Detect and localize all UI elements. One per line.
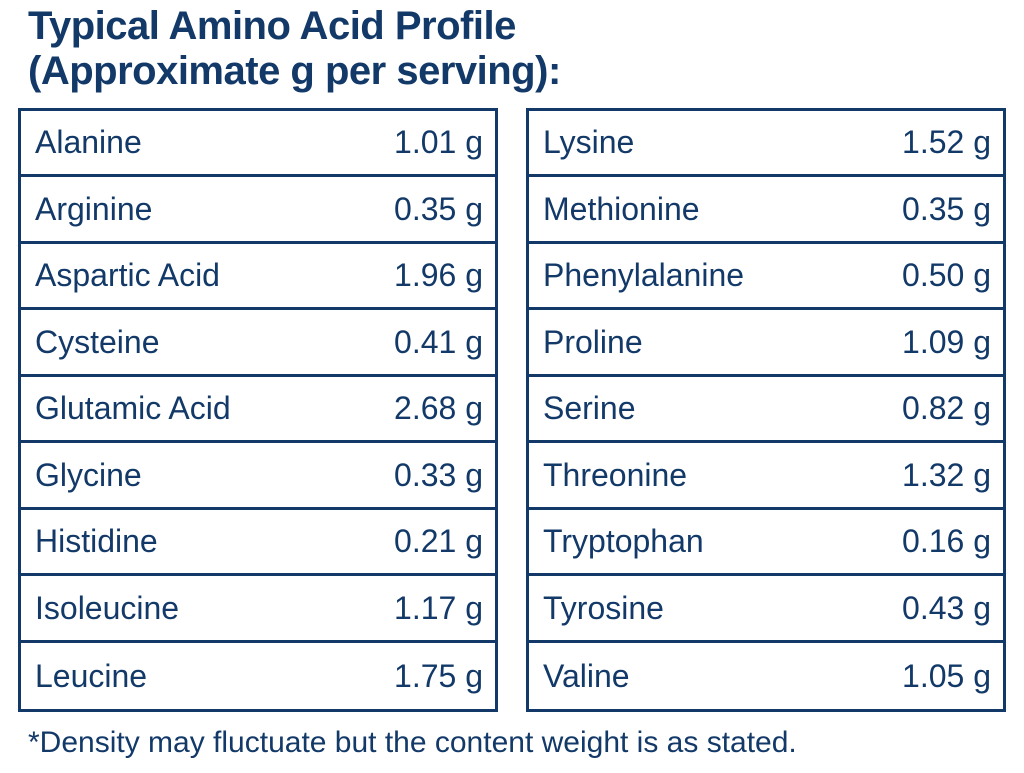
amino-acid-name: Tryptophan [543, 523, 704, 560]
amino-acid-name: Alanine [35, 124, 142, 161]
amino-acid-name: Histidine [35, 523, 158, 560]
table-row [21, 576, 495, 643]
page-title [14, 0, 1010, 94]
amino-acid-name: Valine [543, 657, 630, 694]
amino-acid-value: 1.09 g [902, 323, 991, 360]
amino-acid-value: 0.16 g [902, 523, 991, 560]
amino-acid-name: Threonine [543, 456, 688, 493]
amino-acid-name: Lysine [543, 124, 635, 161]
amino-acid-name: Isoleucine [35, 589, 180, 626]
amino-acid-name: Methionine [543, 190, 700, 227]
table-row [529, 643, 1003, 710]
amino-acid-value: 0.35 g [902, 190, 991, 227]
table-row [21, 111, 495, 178]
amino-acid-name: Proline [543, 323, 643, 360]
table-row [21, 244, 495, 311]
amino-acid-value: 1.96 g [394, 257, 483, 294]
amino-acid-name: Serine [543, 390, 636, 427]
amino-acid-value: 0.43 g [902, 589, 991, 626]
amino-acid-name: Tyrosine [543, 589, 664, 626]
table-row [529, 510, 1003, 577]
density-footnote: *Density may fluctuate but the content weight is as stated. [28, 726, 797, 760]
table-row [21, 510, 495, 577]
amino-acid-value: 1.01 g [394, 124, 483, 161]
amino-acid-column-right [526, 108, 1006, 713]
table-row [529, 576, 1003, 643]
amino-acid-value: 2.68 g [394, 390, 483, 427]
table-row [529, 443, 1003, 510]
amino-acid-value: 1.75 g [394, 657, 483, 694]
amino-acid-columns [14, 108, 1010, 713]
amino-acid-value: 0.21 g [394, 523, 483, 560]
amino-acid-value: 1.17 g [394, 589, 483, 626]
amino-acid-value: 1.32 g [902, 456, 991, 493]
page-title-line-2: (Approximate g per serving): [28, 48, 561, 93]
table-row [21, 177, 495, 244]
amino-acid-value: 1.52 g [902, 124, 991, 161]
table-row [529, 244, 1003, 311]
amino-acid-value: 0.50 g [902, 257, 991, 294]
table-row [21, 310, 495, 377]
amino-acid-name: Arginine [35, 190, 153, 227]
amino-acid-name: Phenylalanine [543, 257, 745, 294]
table-row [529, 310, 1003, 377]
amino-acid-value: 1.05 g [902, 657, 991, 694]
amino-acid-value: 0.35 g [394, 190, 483, 227]
table-row [529, 377, 1003, 444]
amino-acid-name: Cysteine [35, 323, 160, 360]
amino-acid-value: 0.41 g [394, 323, 483, 360]
table-row [21, 443, 495, 510]
page-title-line-1: Typical Amino Acid Profile [28, 4, 516, 48]
table-row [21, 643, 495, 710]
amino-acid-name: Aspartic Acid [35, 257, 220, 294]
amino-acid-value: 0.33 g [394, 456, 483, 493]
amino-acid-column-left [18, 108, 498, 713]
amino-acid-name: Glycine [35, 456, 142, 493]
amino-acid-name: Leucine [35, 657, 148, 694]
amino-acid-name: Glutamic Acid [35, 390, 231, 427]
table-row [529, 177, 1003, 244]
table-row [529, 111, 1003, 178]
amino-acid-value: 0.82 g [902, 390, 991, 427]
table-row [21, 377, 495, 444]
